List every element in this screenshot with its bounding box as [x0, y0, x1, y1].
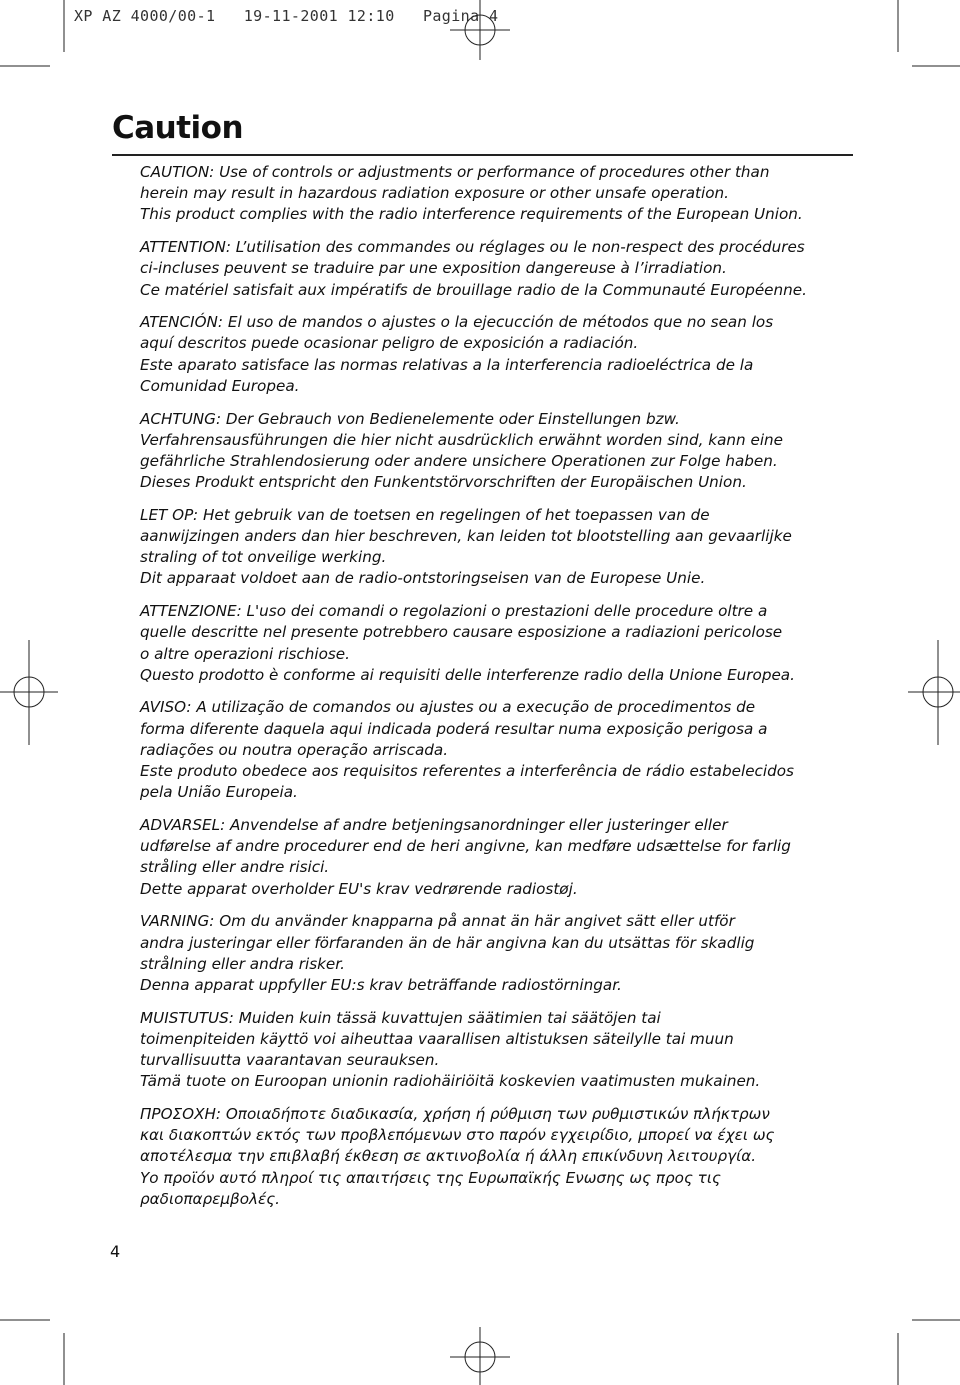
- text-line: forma diferente daquela aqui indicada poderá resultar numa exposição perigosa a: [140, 719, 768, 738]
- text-line: Este produto obedece aos requisitos referentes a interferência de rádio estabelecidos: [140, 762, 794, 781]
- text-line: stråling eller andre risici.: [140, 858, 330, 877]
- text-line: και διακοπτών εκτός των προβλεπόμενων στο παρόν εγχειρίδιο, μπορεί να έχει ως: [140, 1126, 775, 1145]
- text-line: straling of tot onveilige werking.: [140, 548, 387, 567]
- text-line: herein may result in hazardous radiation exposure or other unsafe operation.: [140, 184, 729, 203]
- section-spanish: [140, 312, 852, 397]
- text-line: quelle descritte nel presente potrebbero causare esposizione a radiazioni pericolose: [140, 623, 783, 642]
- registration-mark-bottom: [450, 1327, 510, 1385]
- section-italian: [140, 601, 852, 686]
- text-line: CAUTION: Use of controls or adjustments or performance of procedures other than: [140, 163, 770, 181]
- text-line: Este aparato satisface las normas relativas a la interferencia radioeléctrica de la: [140, 355, 754, 374]
- text-line: Tämä tuote on Euroopan unionin radiohäiriöitä koskevien vaatimusten mukainen.: [140, 1072, 761, 1091]
- section-finnish: [140, 1008, 852, 1093]
- text-line: Υο προϊόν αυτό πληροί τις απαιτήσεις της Ευρωπαϊκής Ενωσης ως προς τις: [140, 1168, 721, 1187]
- text-line: Ce matériel satisfait aux impératifs de brouillage radio de la Communauté Européenne.: [140, 280, 807, 299]
- text-line: This product complies with the radio interference requirements of the European Union.: [140, 205, 803, 224]
- section-dutch: [140, 505, 852, 590]
- registration-mark-top: [450, 0, 510, 60]
- text-line: aanwijzingen anders dan hier beschreven, kan leiden tot blootstelling aan gevaarlijke: [140, 527, 792, 546]
- section-french: [140, 237, 852, 301]
- text-line: turvallisuutta vaarantavan seurauksen.: [140, 1051, 440, 1070]
- text-line: ATENCIÓN: El uso de mandos o ajustes o la ejecucción de métodos que no sean los: [140, 313, 774, 332]
- text-line: andra justeringar eller förfaranden än de här angivna kan du utsättas för skadlig: [140, 933, 755, 952]
- text-line: Comunidad Europea.: [140, 376, 300, 395]
- section-portuguese: [140, 697, 852, 803]
- text-line: Questo prodotto è conforme ai requisiti delle interferenze radio della Unione Europea.: [140, 665, 795, 684]
- text-line: Verfahrensausführungen die hier nicht ausdrücklich erwähnt worden sind, kann eine: [140, 430, 784, 449]
- text-line: ADVARSEL: Anvendelse af andre betjeningsanordninger eller justeringer eller: [140, 815, 728, 834]
- text-line: toimenpiteiden käyttö voi aiheuttaa vaarallisen altistuksen säteilylle tai muun: [140, 1029, 734, 1048]
- text-line: ATTENZIONE: L'uso dei comandi o regolazioni o prestazioni delle procedure oltre a: [140, 602, 768, 621]
- text-line: αποτέλεσμα την επιβλαβή έκθεση σε ακτινοβολία ή άλλη επικίνδυνη λειτουργία.: [140, 1147, 757, 1166]
- text-line: pela União Europeia.: [140, 783, 298, 802]
- text-line: LET OP: Het gebruik van de toetsen en regelingen of het toepassen van de: [140, 505, 710, 524]
- page-title: Caution: [112, 110, 244, 146]
- text-line: radiações ou noutra operação arriscada.: [140, 740, 449, 759]
- text-line: udførelse af andre procedurer end de heri angivne, kan medføre udsættelse for farlig: [140, 837, 791, 856]
- registration-mark-right: [908, 640, 960, 745]
- text-line: ci-incluses peuvent se traduire par une exposition dangereuse à l’irradiation.: [140, 259, 727, 278]
- text-line: ραδιοπαρεμβολές.: [140, 1189, 280, 1208]
- text-line: Dieses Produkt entspricht den Funkentstörvorschriften der Europäischen Union.: [140, 473, 747, 492]
- section-danish: [140, 815, 852, 900]
- caution-content: [140, 162, 852, 1221]
- page-number: 4: [110, 1242, 121, 1261]
- text-line: VARNING: Om du använder knapparna på annat än här angivet sätt eller utför: [140, 912, 735, 931]
- text-line: o altre operazioni rischiose.: [140, 644, 350, 663]
- text-line: AVISO: A utilização de comandos ou ajustes ou a execução de procedimentos de: [140, 698, 756, 717]
- text-line: ATTENTION: L’utilisation des commandes ou réglages ou le non-respect des procédures: [140, 238, 805, 257]
- section-greek: [140, 1104, 852, 1210]
- section-english: [140, 162, 852, 226]
- text-line: Dette apparat overholder EU's krav vedrørende radiostøj.: [140, 879, 578, 898]
- title-divider: [112, 154, 853, 156]
- print-header: XP AZ 4000/00-1 19-11-2001 12:10 Pagina 4: [74, 7, 499, 25]
- text-line: ΠΡΟΣΟΧΗ: Οποιαδήποτε διαδικασία, χρήση ή ρύθμιση των ρυθμιστικών πλήκτρων: [140, 1104, 770, 1123]
- text-line: strålning eller andra risker.: [140, 954, 345, 973]
- text-line: Dit apparaat voldoet aan de radio-ontstoringseisen van de Europese Unie.: [140, 569, 706, 588]
- text-line: gefährliche Strahlendosierung oder andere unsichere Operationen zur Folge haben.: [140, 451, 778, 470]
- section-german: [140, 409, 852, 494]
- section-swedish: [140, 911, 852, 996]
- text-line: ACHTUNG: Der Gebrauch von Bedienelemente oder Einstellungen bzw.: [140, 409, 680, 428]
- text-line: Denna apparat uppfyller EU:s krav beträffande radiostörningar.: [140, 975, 622, 994]
- text-line: MUISTUTUS: Muiden kuin tässä kuvattujen säätimien tai säätöjen tai: [140, 1008, 661, 1027]
- text-line: aquí descritos puede ocasionar peligro de exposición a radiación.: [140, 334, 639, 353]
- registration-mark-left: [0, 640, 58, 745]
